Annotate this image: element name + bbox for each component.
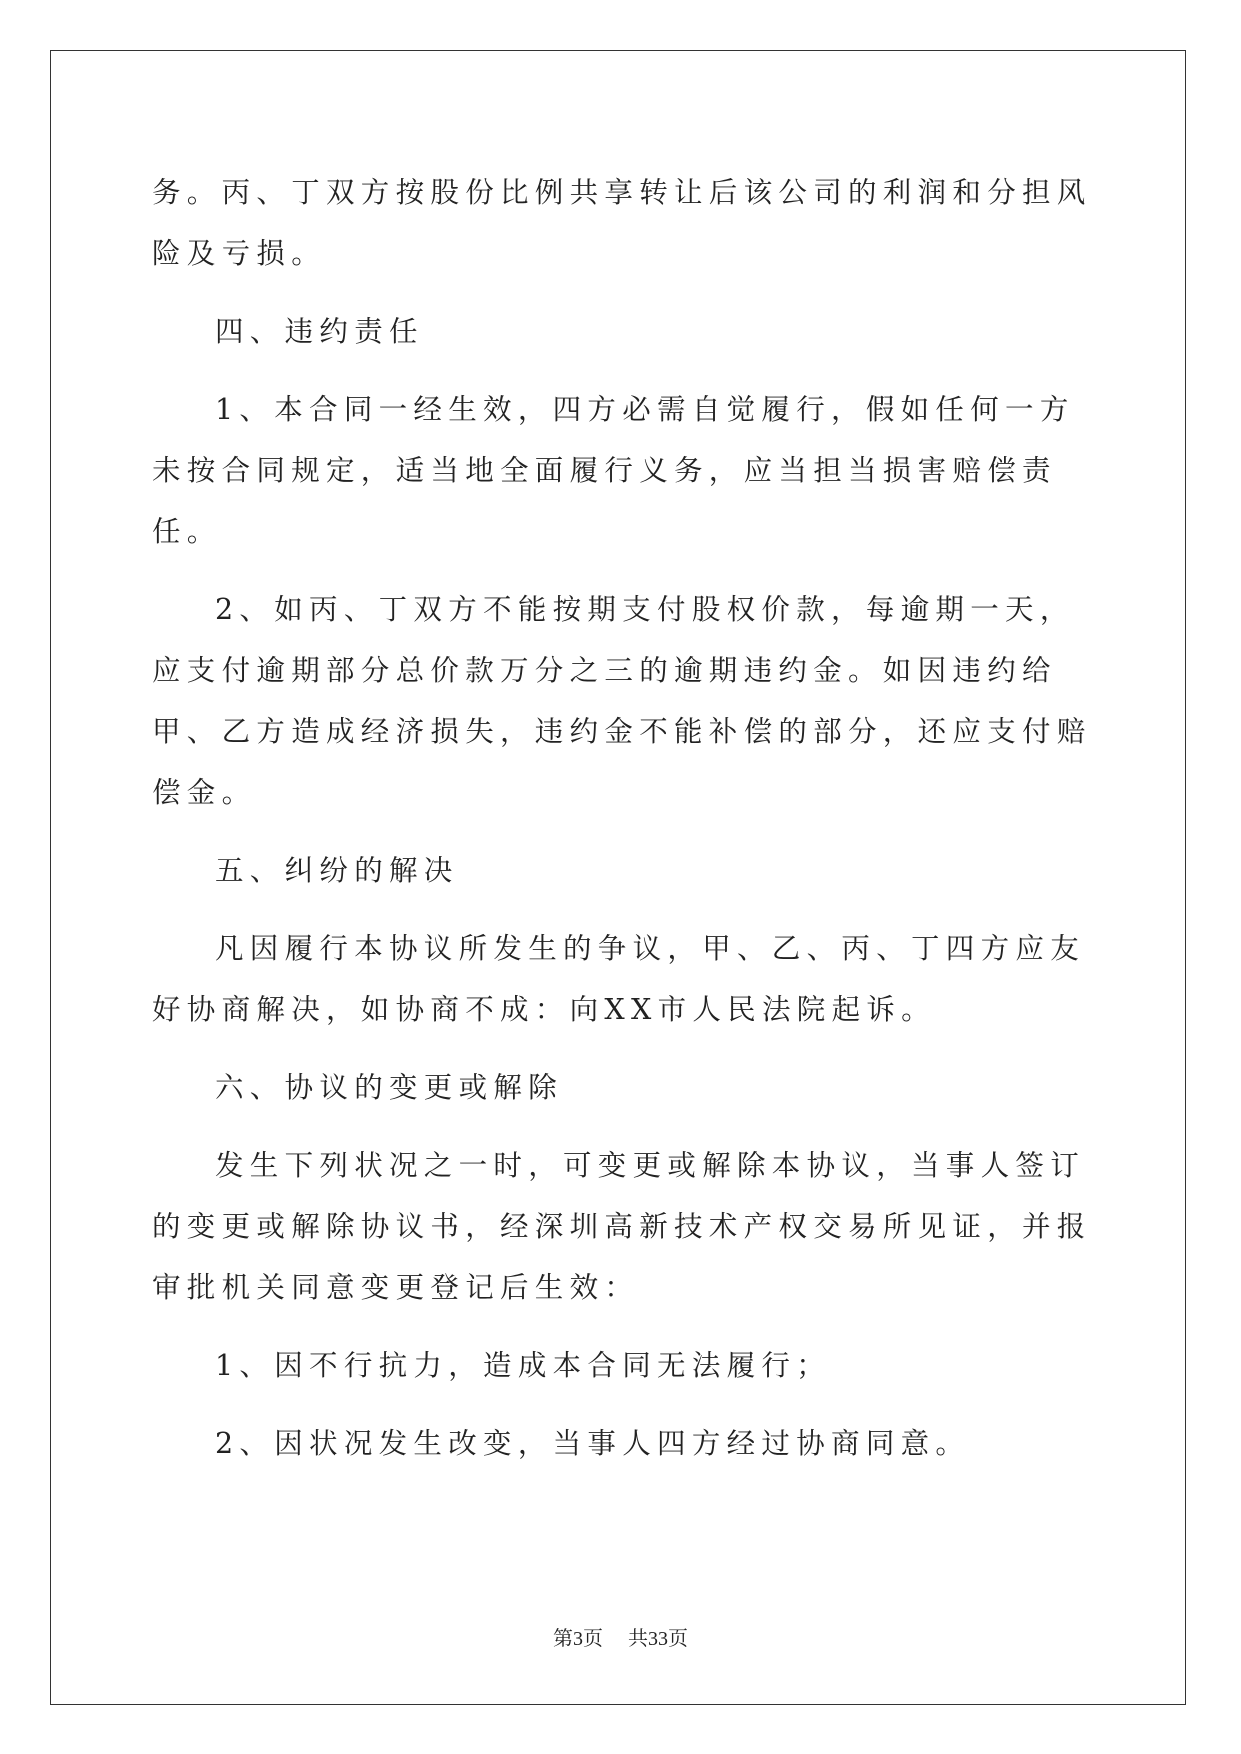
paragraph-dispute-resolution: 凡因履行本协议所发生的争议，甲、乙、丙、丁四方应友好协商解决，如协商不成：向XX市人民法院起诉。 xyxy=(152,932,1086,1026)
page-total: 共33页 xyxy=(628,1628,688,1650)
page-footer xyxy=(0,1622,1241,1651)
paragraph-breach-clause-2: 2、如丙、丁双方不能按期支付股权价款，每逾期一天，应支付逾期部分总价款万分之三的逾期违约金。如因违约给甲、乙方造成经济损失，违约金不能补偿的部分，还应支付赔偿金。 xyxy=(152,593,1092,809)
paragraph-amendment-conditions: 发生下列状况之一时，可变更或解除本协议，当事人签订的变更或解除协议书，经深圳高新技术产权交易所见证，并报审批机关同意变更登记后生效： xyxy=(152,1149,1092,1304)
paragraph-amendment-item-1: 1、因不行抗力，造成本合同无法履行； xyxy=(215,1349,832,1382)
section-heading-dispute-resolution: 五、纠纷的解决 xyxy=(215,854,459,887)
paragraph-breach-clause-1: 1、本合同一经生效，四方必需自觉履行，假如任何一方未按合同规定，适当地全面履行义务，应当担当损害赔偿责任。 xyxy=(152,393,1075,548)
document-body xyxy=(152,162,1092,1491)
page-number: 第3页 xyxy=(553,1628,603,1650)
paragraph-amendment-item-2: 2、因状况发生改变，当事人四方经过协商同意。 xyxy=(215,1427,971,1460)
section-heading-breach-liability: 四、违约责任 xyxy=(215,315,424,348)
section-heading-amendment: 六、协议的变更或解除 xyxy=(215,1071,564,1104)
paragraph-continuation: 务。丙、丁双方按股份比例共享转让后该公司的利润和分担风险及亏损。 xyxy=(152,176,1092,270)
